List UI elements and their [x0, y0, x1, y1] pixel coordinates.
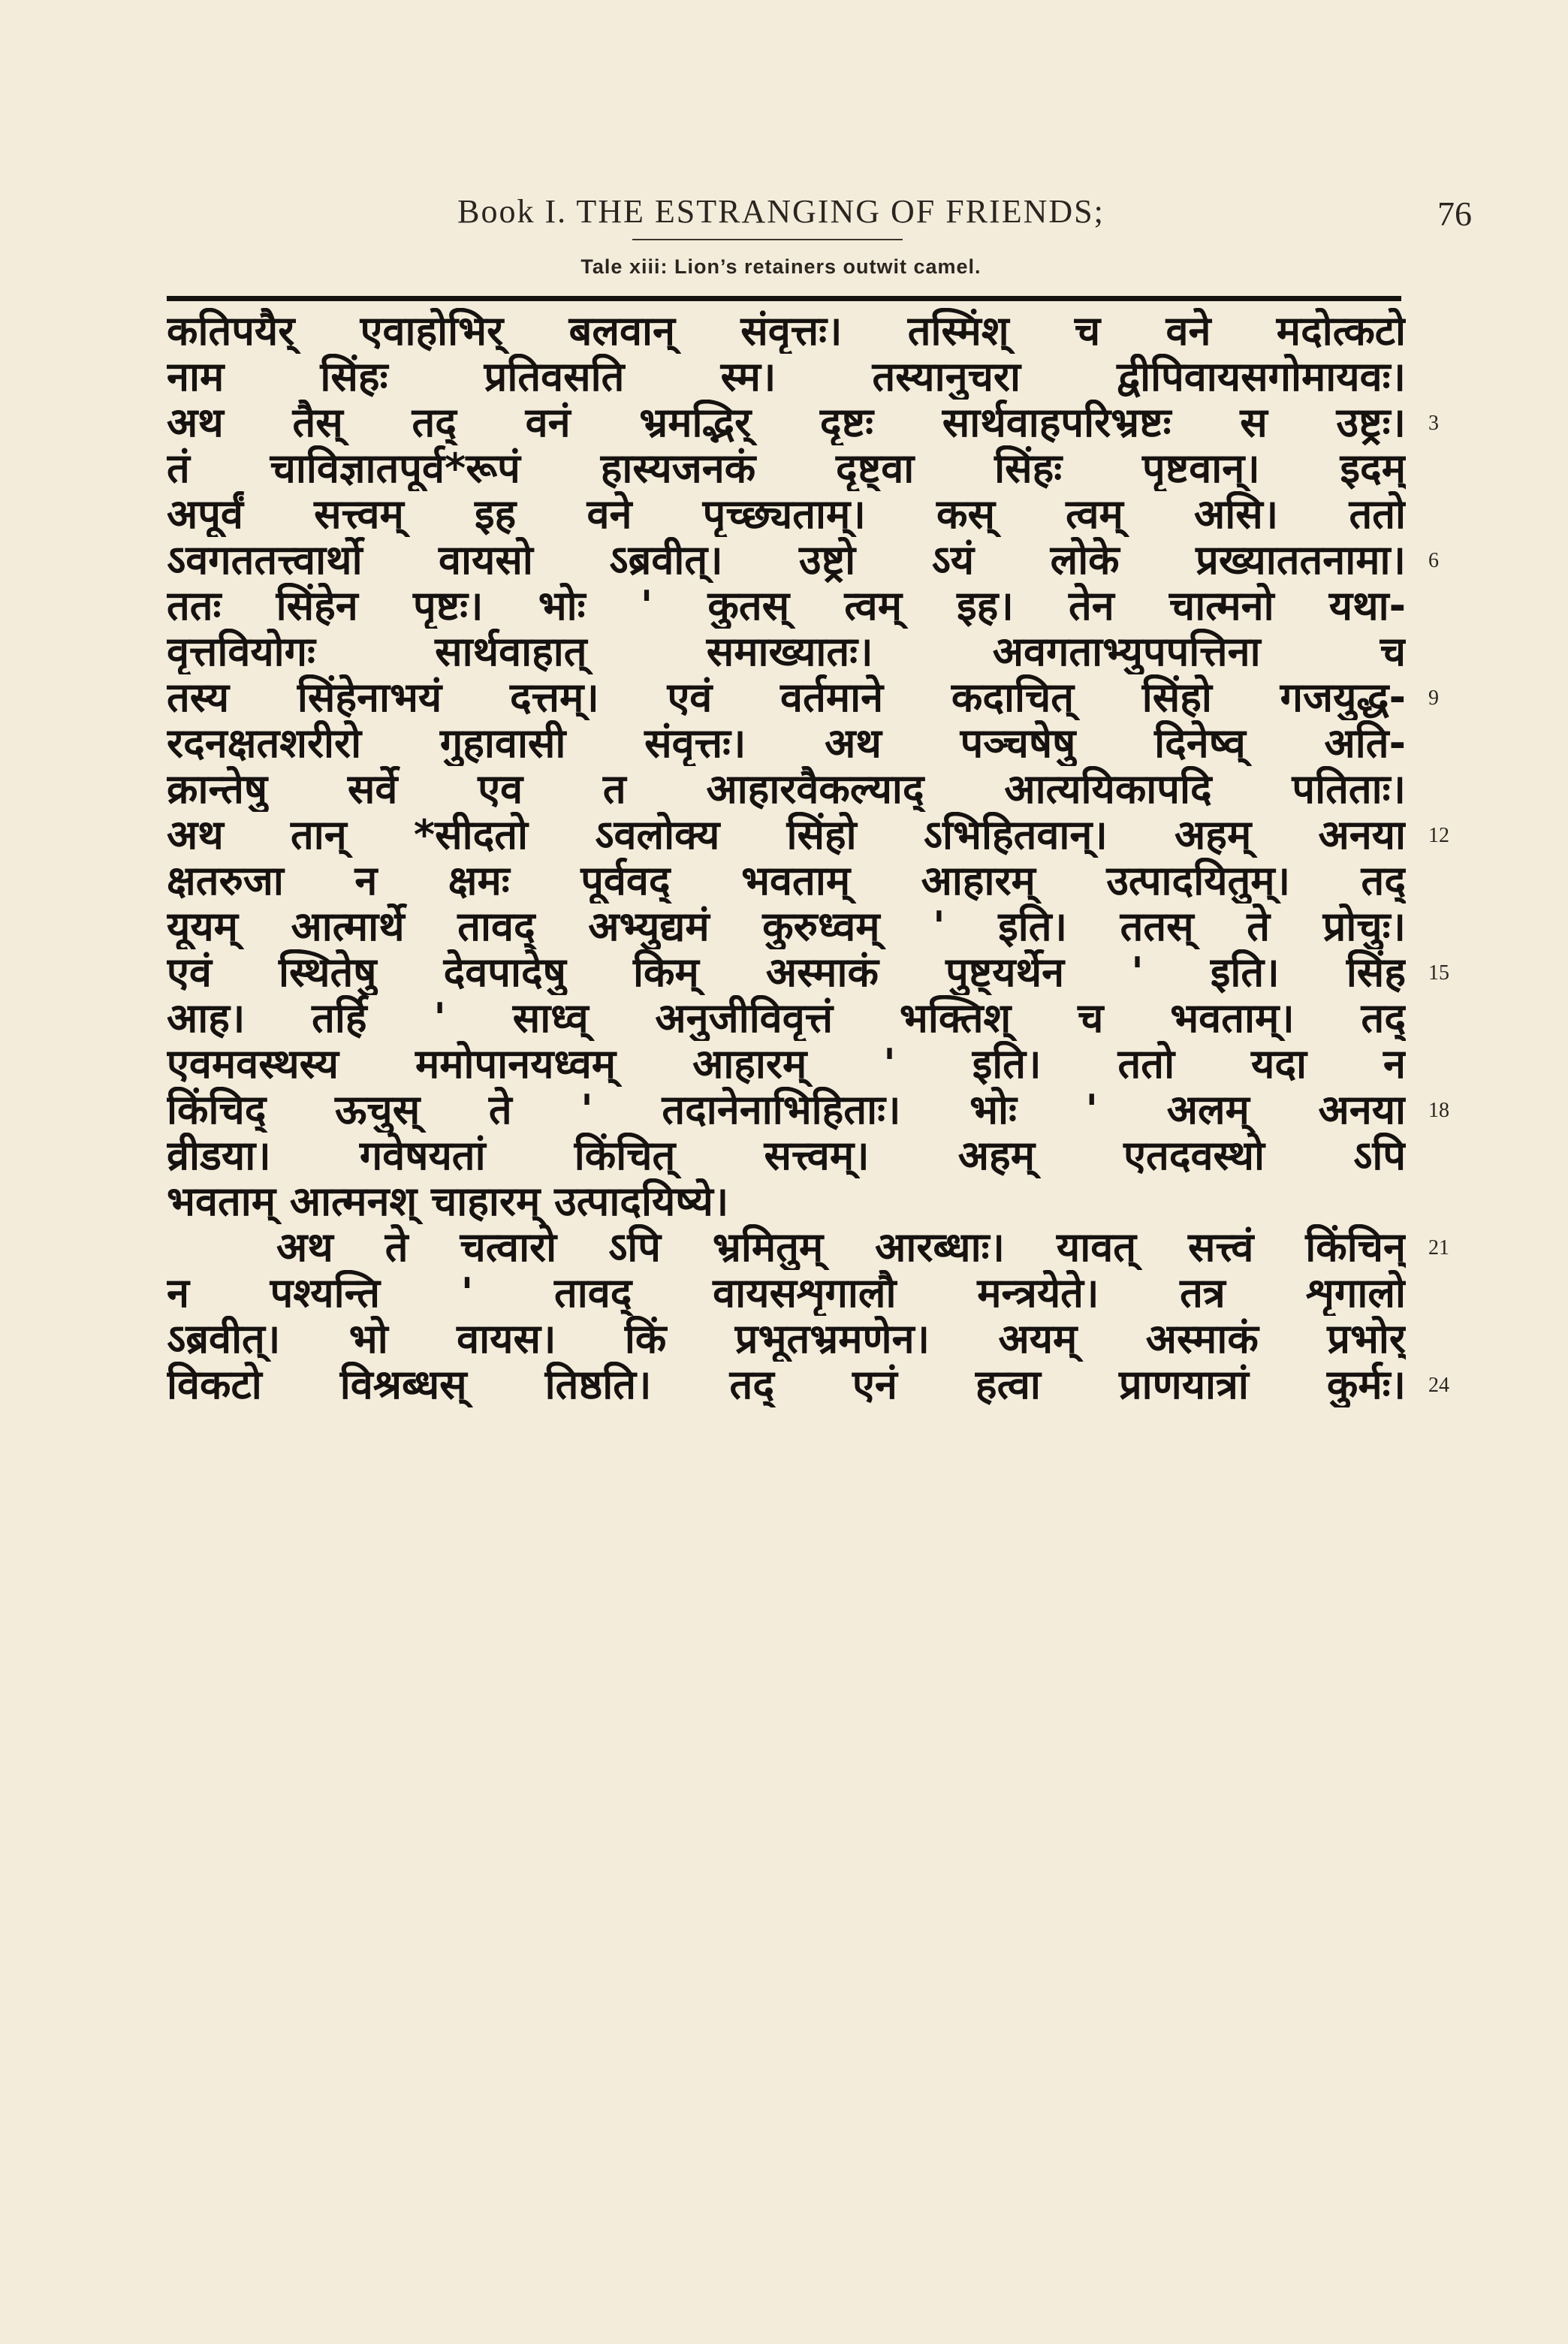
text-line: [167, 1316, 1406, 1362]
text-line-content: क्षतरुजा न क्षमः पूर्ववद् भवताम् आहारम् उत्पादयितुम्। तद्: [167, 858, 1406, 904]
line-number: 6: [1428, 549, 1439, 572]
text-line: [167, 1178, 1406, 1224]
text-line-content: क्रान्तेषु सर्वे एव त आहारवैकल्याद् आत्ययिकापदि पतिताः।: [167, 766, 1406, 812]
text-line-content: तं चाविज्ञातपूर्व*रूपं हास्यजनकं दृष्ट्वा सिंहः पृष्टवान्। इदम्: [167, 445, 1406, 491]
text-line-content: आह। तर्हि ' साध्व् अनुजीविवृत्तं भक्तिश् च भवताम्। तद्: [167, 995, 1406, 1041]
text-line: [167, 995, 1406, 1041]
text-line: [167, 308, 1406, 354]
text-line-content: अथ तान् *सीदतो ऽवलोक्य सिंहो ऽभिहितवान्। अहम् अनया: [167, 812, 1406, 858]
text-line: [167, 583, 1406, 629]
text-line: [167, 720, 1406, 766]
text-line-content: रदनक्षतशरीरो गुहावासी संवृत्तः। अथ पञ्चषेषु दिनेष्व् अति-: [167, 720, 1406, 766]
text-line-content: नाम सिंहः प्रतिवसति स्म। तस्यानुचरा द्वीपिवायसगोमायवः।: [167, 354, 1406, 400]
text-line: [167, 1362, 1406, 1407]
text-line-content: यूयम् आत्मार्थे तावद् अभ्युद्यमं कुरुध्वम् ' इति। ततस् ते प्रोचुः।: [167, 904, 1406, 949]
header-divider: [632, 239, 903, 240]
text-line: [167, 1087, 1406, 1133]
text-line: [167, 491, 1406, 537]
text-line-content: भवताम् आत्मनश् चाहारम् उत्पादयिष्ये।: [167, 1178, 729, 1224]
text-line-content: कतिपयैर् एवाहोभिर् बलवान् संवृत्तः। तस्मिंश् च वने मदोत्कटो: [167, 308, 1406, 354]
text-line: [167, 629, 1406, 674]
text-line-content: न पश्यन्ति ' तावद् वायसशृगालौ मन्त्रयेते। तत्र शृगालो: [167, 1270, 1406, 1316]
text-line: [167, 400, 1406, 445]
line-number: 9: [1428, 686, 1439, 710]
line-number: 3: [1428, 412, 1439, 435]
sanskrit-text-block: [167, 308, 1406, 1407]
page-number: 76: [1437, 195, 1472, 233]
text-line: [167, 766, 1406, 812]
text-line: [167, 812, 1406, 858]
text-line-content: वृत्तवियोगः सार्थवाहात् समाख्यातः। अवगताभ्युपपत्तिना च: [167, 629, 1406, 674]
line-number: 21: [1428, 1236, 1449, 1259]
text-line: [167, 1224, 1406, 1270]
line-number: 18: [1428, 1099, 1449, 1122]
text-line-content: एवमवस्थस्य ममोपानयध्वम् आहारम् ' इति। ततो यदा न: [167, 1041, 1406, 1087]
text-line: [167, 858, 1406, 904]
line-number: 12: [1428, 824, 1449, 847]
text-line-content: अथ तैस् तद् वनं भ्रमद्भिर् दृष्टः सार्थवाहपरिभ्रष्टः स उष्ट्रः।: [167, 400, 1406, 445]
text-line-content: ऽब्रवीत्। भो वायस। किं प्रभूतभ्रमणेन। अयम् अस्माकं प्रभोर्: [167, 1316, 1406, 1362]
text-top-rule: [167, 296, 1401, 301]
text-line-content: किंचिद् ऊचुस् ते ' तदानेनाभिहिताः। भोः ' अलम् अनया: [167, 1087, 1406, 1133]
text-line-content: ततः सिंहेन पृष्टः। भोः ' कुतस् त्वम् इह। तेन चात्मनो यथा-: [167, 583, 1406, 629]
text-line-content: व्रीडया। गवेषयतां किंचित् सत्त्वम्। अहम् एतदवस्थो ऽपि: [167, 1133, 1406, 1178]
text-line: [167, 1133, 1406, 1178]
text-line: [167, 904, 1406, 949]
text-line-content: अथ ते चत्वारो ऽपि भ्रमितुम् आरब्धाः। यावत् सत्त्वं किंचिन्: [276, 1224, 1406, 1270]
text-line-content: विकटो विश्रब्धस् तिष्ठति। तद् एनं हत्वा प्राणयात्रां कुर्मः।: [167, 1362, 1406, 1407]
text-line: [167, 445, 1406, 491]
running-head: [165, 186, 1472, 239]
text-line: [167, 949, 1406, 995]
text-line: [167, 354, 1406, 400]
line-number: 24: [1428, 1374, 1449, 1397]
line-number: 15: [1428, 961, 1449, 985]
text-line: [167, 1041, 1406, 1087]
text-line-content: अपूर्वं सत्त्वम् इह वने पृच्छ्यताम्। कस् त्वम् असि। ततो: [167, 491, 1406, 537]
text-line: [167, 674, 1406, 720]
tale-subtitle: Tale xiii: Lion’s retainers outwit camel.: [580, 255, 982, 278]
text-line-content: तस्य सिंहेनाभयं दत्तम्। एवं वर्तमाने कदाचित् सिंहो गजयुद्ध-: [167, 674, 1406, 720]
running-title: Book I. THE ESTRANGING OF FRIENDS;: [457, 193, 1105, 230]
text-line-content: ऽवगततत्त्वार्थो वायसो ऽब्रवीत्। उष्ट्रो ऽयं लोके प्रख्याततनामा।: [167, 537, 1406, 583]
text-line: [167, 537, 1406, 583]
text-line-content: एवं स्थितेषु देवपादेषु किम् अस्माकं पुष्ट्यर्थेन ' इति। सिंह: [167, 949, 1406, 995]
text-line: [167, 1270, 1406, 1316]
